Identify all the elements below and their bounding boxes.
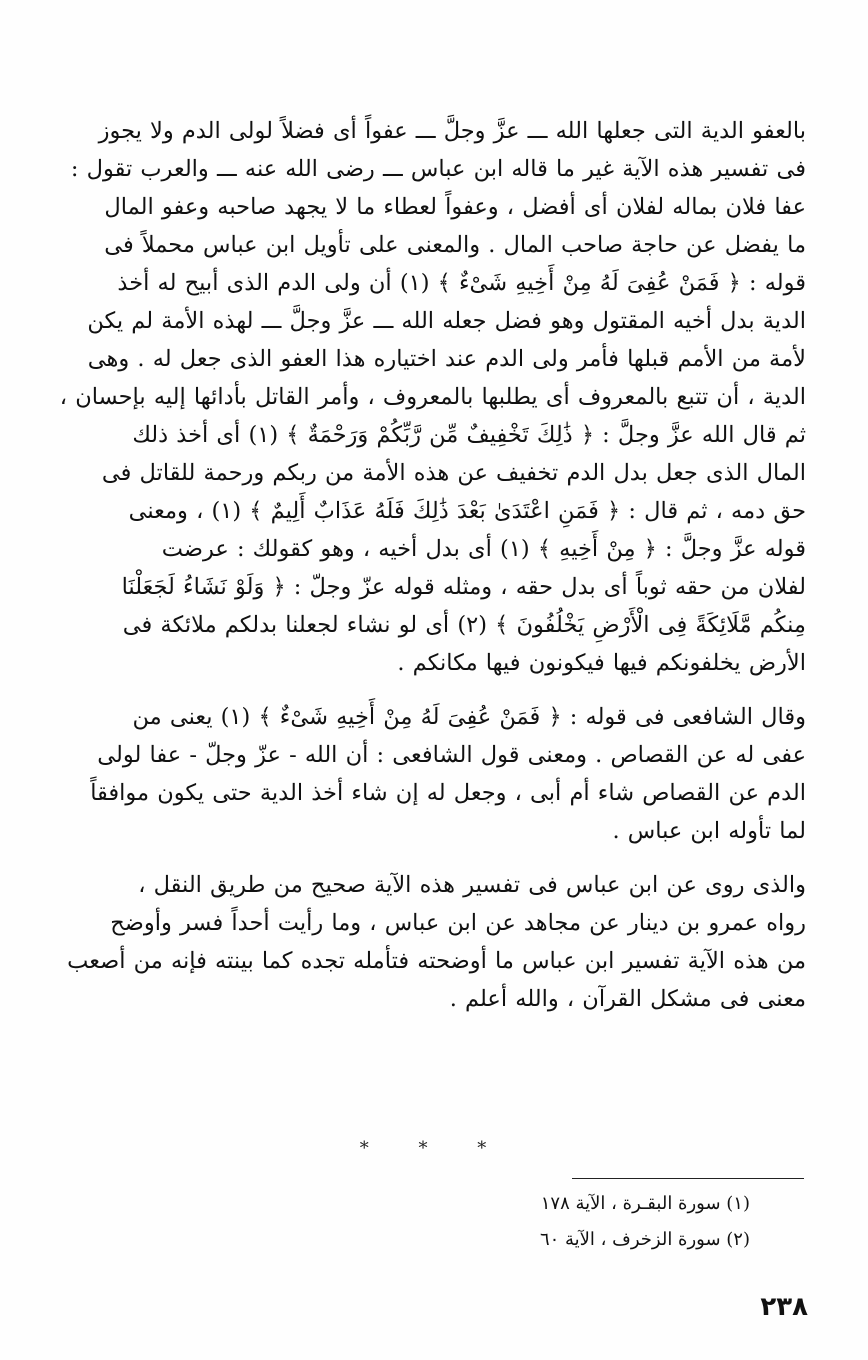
section-separator: * * *: [359, 1138, 509, 1159]
page-number: ٢٣٨: [760, 1292, 808, 1322]
main-text: [58, 112, 806, 1018]
text-line: قوله : ﴿ فَمَنْ عُفِىَ لَهُ مِنْ أَخِيهِ شَىْءٌ ﴾ (١) أن ولى الدم الذى أبيح له أخذ: [117, 270, 806, 296]
paragraph-1: [58, 112, 806, 682]
text-line: المال الذى جعل بدل الدم تخفيف عن هذه الأمة من ربكم ورحمة للقاتل فى: [101, 460, 806, 486]
text-line: فى تفسير هذه الآية غير ما قاله ابن عباس ـــ رضى الله عنه ـــ والعرب تقول :: [70, 156, 806, 182]
text-line: ثم قال الله عزَّ وجلَّ : ﴿ ذَٰلِكَ تَخْفِيفٌ مِّن رَّبِّكُمْ وَرَحْمَةٌ ﴾ (١) أى أخذ ذلك: [132, 422, 806, 448]
text-line: رواه عمرو بن دينار عن مجاهد عن ابن عباس ، وما رأيت أحداً فسر وأوضح: [110, 910, 806, 936]
text-line: الدية ، أن تتبع بالمعروف أى يطلبها بالمعروف ، وأمر القاتل بأدائها إليه بإحسان ،: [59, 384, 806, 410]
text-line: معنى فى مشكل القرآن ، والله أعلم .: [449, 986, 806, 1012]
paragraph-2: [58, 698, 806, 850]
footnote-2: (٢) سورة الزخرف ، الآية ٦٠: [539, 1229, 750, 1250]
text-line: مِنكُم مَّلَائِكَةً فِى الْأَرْضِ يَخْلُفُونَ ﴾ (٢) أى لو نشاء لجعلنا بدلكم ملائكة فى: [122, 612, 806, 638]
text-line: والذى روى عن ابن عباس فى تفسير هذه الآية صحيح من طريق النقل ،: [138, 872, 806, 898]
text-line: بالعفو الدية التى جعلها الله ـــ عزَّ وجلَّ ـــ عفواً أى فضلاً لولى الدم ولا يجوز: [98, 118, 806, 144]
text-line: لفلان من حقه ثوباً أى بدل حقه ، ومثله قوله عزّ وجلّ : ﴿ وَلَوْ نَشَاءُ لَجَعَلْنَا: [121, 574, 806, 600]
footnote-divider: [572, 1178, 804, 1179]
footnote-1: (١) سورة البقـرة ، الآية ١٧٨: [540, 1193, 750, 1214]
text-line: الأرض يخلفونكم فيها فيكونون فيها مكانكم .: [397, 650, 806, 676]
text-line: عفى له عن القصاص . ومعنى قول الشافعى : أن الله - عزّ وجلّ - عفا لولى: [97, 742, 806, 768]
text-line: وقال الشافعى فى قوله : ﴿ فَمَنْ عُفِىَ لَهُ مِنْ أَخِيهِ شَىْءٌ ﴾ (١) يعنى من: [132, 704, 806, 730]
text-line: لأمة من الأمم قبلها فأمر ولى الدم عند اختياره هذا العفو الذى جعل له . وهى: [87, 346, 806, 372]
text-line: الدم عن القصاص شاء أم أبى ، وجعل له إن شاء أخذ الدية حتى يكون موافقاً: [90, 780, 806, 806]
text-line: الدية بدل أخيه المقتول وهو فضل جعله الله ـــ عزَّ وجلَّ ـــ لهذه الأمة لم يكن: [87, 308, 806, 334]
footnotes: [450, 1186, 750, 1258]
text-line: عفا فلان بماله لفلان أى أفضل ، وعفواً لعطاء ما لا يجهد صاحبه وعفو المال: [104, 194, 806, 220]
text-line: لما تأوله ابن عباس .: [612, 818, 806, 844]
paragraph-3: [58, 866, 806, 1018]
text-line: ما يفضل عن حاجة صاحب المال . والمعنى على تأويل ابن عباس محملاً فى: [104, 232, 806, 258]
text-line: حق دمه ، ثم قال : ﴿ فَمَنِ اعْتَدَىٰ بَعْدَ ذَٰلِكَ فَلَهُ عَذَابٌ أَلِيمٌ ﴾ (١) ، ومعنى: [128, 498, 806, 524]
text-line: قوله عزَّ وجلَّ : ﴿ مِنْ أَخِيهِ ﴾ (١) أى بدل أخيه ، وهو كقولك : عرضت: [161, 536, 806, 562]
text-line: من هذه الآية تفسير ابن عباس ما أوضحته فتأمله تجده كما بينته فإنه من أصعب: [67, 948, 806, 974]
